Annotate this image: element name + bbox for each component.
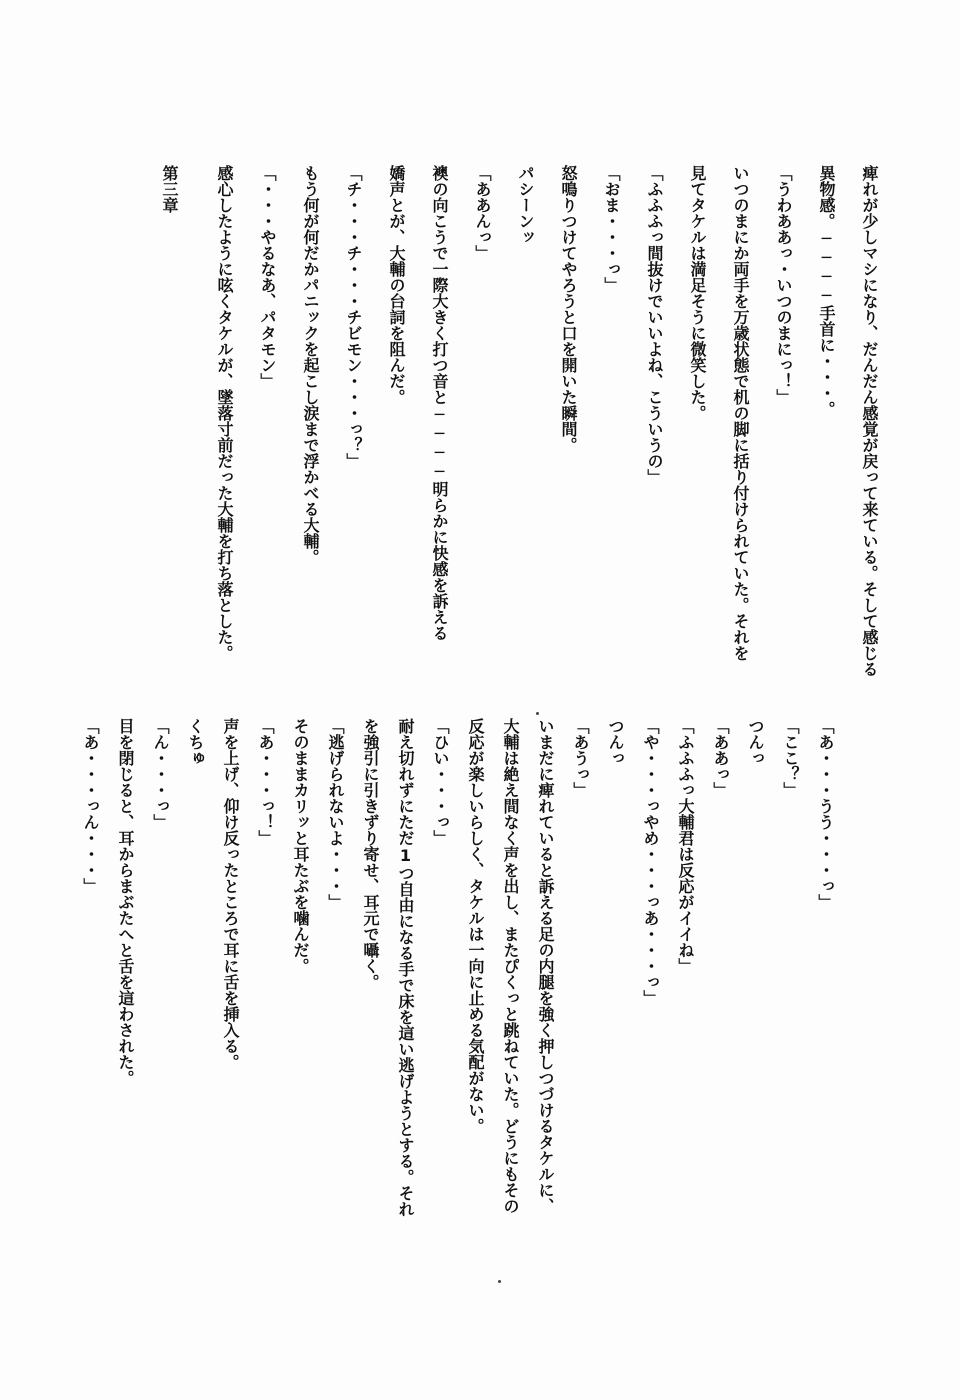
text-column: 耐え切れずにただ1つ自由になる手で床を這い逃げようとする。それ	[396, 718, 415, 1217]
bottom-text-block	[78, 718, 838, 1238]
scan-speck	[536, 712, 539, 715]
text-column: 声を上げ、仰け反ったところで耳に舌を挿入る。	[221, 718, 240, 1070]
text-column: 反応が楽しいらしく、タケルは一向に止める気配がない。	[466, 718, 485, 1134]
chapter-heading: 第三章	[160, 165, 179, 213]
text-column: 痺れが少しマシになり、だんだん感覚が戻って来ている。そして感じる	[860, 165, 879, 677]
text-column: 異物感。────手首に・・・。	[817, 165, 836, 417]
text-column: 「ん・・・っ」	[151, 718, 170, 830]
text-column: 大輔は絶え間なく声を出し、またぴくっと跳ねていた。どうにもその	[501, 718, 520, 1214]
text-column: つんっ	[606, 718, 625, 766]
text-column: 怒鳴りつけてやろうと口を開いた瞬間。	[559, 165, 578, 453]
text-column: 「ここ？」	[781, 718, 800, 798]
text-column: パシーンッ	[516, 165, 535, 245]
text-column: 嬌声とが、大輔の台詞を阻んだ。	[387, 165, 406, 405]
text-column: 「うわああっ・いつのまにっ！」	[774, 165, 793, 405]
text-column: 「あうっ」	[571, 718, 590, 798]
text-column: 感心したように呟くタケルが、墜落寸前だった大輔を打ち落とした。	[215, 165, 234, 661]
text-column: 「ふふふっ間抜けでいいよね、こういうの」	[645, 165, 664, 485]
text-column: 「あ・・・っ！」	[256, 718, 275, 846]
top-text-block	[122, 165, 882, 685]
text-column: 「あ・・・うう・・・っ」	[816, 718, 835, 910]
text-column: 襖の向こうで一際大きく打つ音と────明らかに快感を訴える	[430, 165, 449, 641]
text-column: 「や・・・っやめ・・・っあ・・・っ」	[641, 718, 660, 1006]
text-column: 「ああんっ」	[473, 165, 492, 261]
text-column: 「ひい・・・っ」	[431, 718, 450, 846]
text-column: 「ああっ」	[711, 718, 730, 798]
text-column: 「・・・やるなあ、パタモン」	[258, 165, 277, 389]
text-column: 「逃げられないよ・・・」	[326, 718, 345, 910]
scan-speck	[498, 1280, 501, 1283]
text-column: 「チ・・・チ・・・チビモン・・・っ？」	[344, 165, 363, 469]
text-column: 「あ・・・っん・・・」	[81, 718, 100, 894]
text-column: そのままカリッと耳たぶを噛んだ。	[291, 718, 310, 974]
text-column: もう何が何だかパニックを起こし涙まで浮かべる大輔。	[301, 165, 320, 565]
text-column: いまだに痺れていると訴える足の内腿を強く押しつづけるタケルに、	[536, 718, 555, 1214]
text-column: くちゅ	[186, 718, 205, 766]
text-column: 目を閉じると、耳からまぶたへと舌を這わされた。	[116, 718, 135, 1086]
text-column: を強引に引きずり寄せ、耳元で囁く。	[361, 718, 380, 990]
text-column: いつのまにか両手を万歳状態で机の脚に括り付けられていた。それを	[731, 165, 750, 661]
text-column: つんっ	[746, 718, 765, 766]
text-column: 「おま・・・っ」	[602, 165, 621, 293]
text-column: 見てタケルは満足そうに微笑した。	[688, 165, 707, 421]
text-column: 「ふふふっ大輔君は反応がイイね」	[676, 718, 695, 974]
